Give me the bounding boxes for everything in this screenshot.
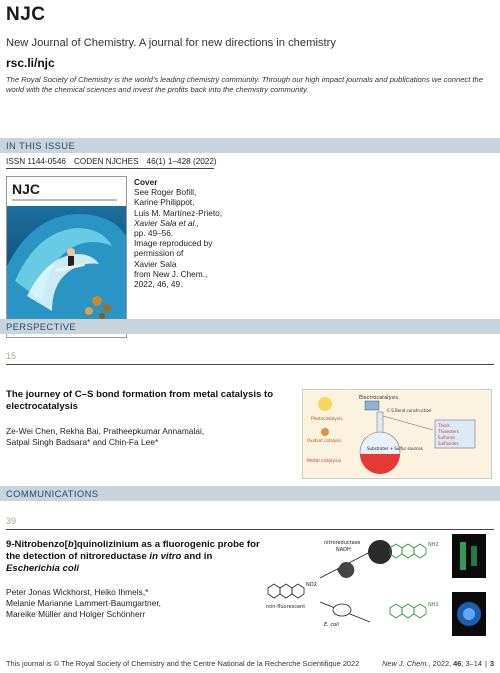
cover-line: Karine Philippot, xyxy=(134,197,195,208)
cover-line: pp. 49–56. xyxy=(134,228,174,239)
section-bar-perspective xyxy=(0,319,500,334)
author-line: Satpal Singh Badsara* and Chin-Fa Lee* xyxy=(6,437,159,447)
author-line: Peter Jonas Wickhorst, Heiko Ihmels,* xyxy=(6,587,149,597)
title-part: Escherichia coli xyxy=(6,563,80,574)
article-title[interactable] xyxy=(6,539,261,575)
section-label: PERSPECTIVE xyxy=(6,321,77,332)
author-line: Mareike Müller and Holger Schönherr xyxy=(6,609,146,619)
graphic-label: Electrocatalysis xyxy=(359,395,399,401)
footer-citation: New J. Chem., 2022, 46, 3–14 | 3 xyxy=(382,659,494,668)
graphic-probe-art xyxy=(262,530,494,646)
graphic-label: C-S Bond construction xyxy=(387,408,432,413)
footer-journal: New J. Chem. xyxy=(382,659,429,668)
issn-line xyxy=(6,157,217,166)
cover-line: from New J. Chem., xyxy=(134,268,208,279)
footer-year: , 2022, xyxy=(428,659,454,668)
article-page-number: 15 xyxy=(6,351,17,361)
graphic-label: Metal catalysis xyxy=(307,459,342,464)
cover-thumb-subtitle-bar xyxy=(12,199,117,201)
graphic-label: Substrates + Sulfur sources xyxy=(367,446,423,451)
graphic-label: nitroreductase xyxy=(324,540,361,546)
cover-line: Xavier Sala xyxy=(134,258,177,269)
rsc-blurb: The Royal Society of Chemistry is the world's leading chemistry community. Through our high impact journals and publications we connect the world with the chemical sciences and invest the profits back into the chemistry community. xyxy=(6,75,483,94)
article-authors xyxy=(6,426,291,448)
graphic-list-item: Sulfoxides xyxy=(438,441,459,446)
divider xyxy=(6,168,214,169)
issn: ISSN 1144-0546 xyxy=(6,157,66,166)
title-part: ]quinolizinium as a fluorogenic probe for the detection of nitroreductase xyxy=(6,539,260,562)
title-part: b xyxy=(67,539,74,550)
article-authors xyxy=(6,587,261,620)
cover-wave-art xyxy=(7,206,126,324)
title-part: in vitro xyxy=(149,551,182,562)
divider xyxy=(6,364,494,365)
graphic-label: E. coli xyxy=(324,622,339,628)
author-line: Melanie Marianne Lammert-Baumgartner, xyxy=(6,598,162,608)
cover-thumb-title: NJC xyxy=(12,181,41,197)
coden: CODEN NJCHES xyxy=(73,157,139,166)
graphic-label: Photocatalysis xyxy=(311,417,343,422)
cover-line: 2022, 46, 49. xyxy=(134,279,183,290)
article-page-number: 39 xyxy=(6,516,17,526)
graphic-label: NH2 xyxy=(428,602,439,608)
cover-heading: Cover xyxy=(134,177,158,187)
article-title[interactable]: The journey of C–S bond formation from metal catalysis to electrocatalysis xyxy=(6,389,274,412)
graphic-label: Oxidant catalysis xyxy=(307,438,342,443)
section-bar-communications xyxy=(0,486,500,501)
graphic-label: NO2 xyxy=(306,582,317,588)
section-label: IN THIS ISSUE xyxy=(6,140,76,151)
cover-line: Luis M. Martínez-Prieto, xyxy=(134,207,223,218)
author-line: Ze-Wei Chen, Rekha Bai, Pratheepkumar Annamalai, xyxy=(6,426,205,436)
cover-line: See Roger Bofill, xyxy=(134,187,197,198)
cover-line: Xavier Sala et al., xyxy=(134,217,200,228)
title-part: 9-Nitrobenzo[ xyxy=(6,539,68,550)
graphic-label: NADH xyxy=(336,547,351,553)
graphic-list-item: Sulfones xyxy=(438,435,456,440)
cover-thumbnail[interactable] xyxy=(6,176,127,338)
footer-volume: 46 xyxy=(453,659,462,668)
cover-caption xyxy=(134,177,264,289)
journal-logo: NJC xyxy=(6,4,46,25)
toc-graphic-probe xyxy=(262,530,494,646)
volume-info: 46(1) 1–428 (2022) xyxy=(146,157,217,166)
graphic-label: NH2 xyxy=(428,542,439,548)
journal-subtitle: New Journal of Chemistry. A journal for new directions in chemistry xyxy=(6,37,336,49)
graphic-list-item: Thioesters xyxy=(438,429,459,434)
journal-url[interactable]: rsc.li/njc xyxy=(6,56,55,70)
footer-pages: , 3–14 xyxy=(461,659,482,668)
section-label: COMMUNICATIONS xyxy=(6,488,99,499)
cover-line: Image reproduced by xyxy=(134,238,213,249)
section-bar-in-this-issue xyxy=(0,138,500,153)
graphic-label: non-fluorescent xyxy=(266,604,306,610)
title-part: and in xyxy=(181,551,213,562)
toc-graphic-cs-bond xyxy=(302,389,492,479)
footer-copyright: This journal is © The Royal Society of Chemistry and the Centre National de la Recherche Scientifique 2022 xyxy=(6,659,360,668)
graphic-list-item: Thiols xyxy=(438,423,450,428)
graphic-cs-bond-art xyxy=(303,390,491,478)
cover-line: permission of xyxy=(134,248,184,259)
footer-page-number: 3 xyxy=(489,659,494,668)
